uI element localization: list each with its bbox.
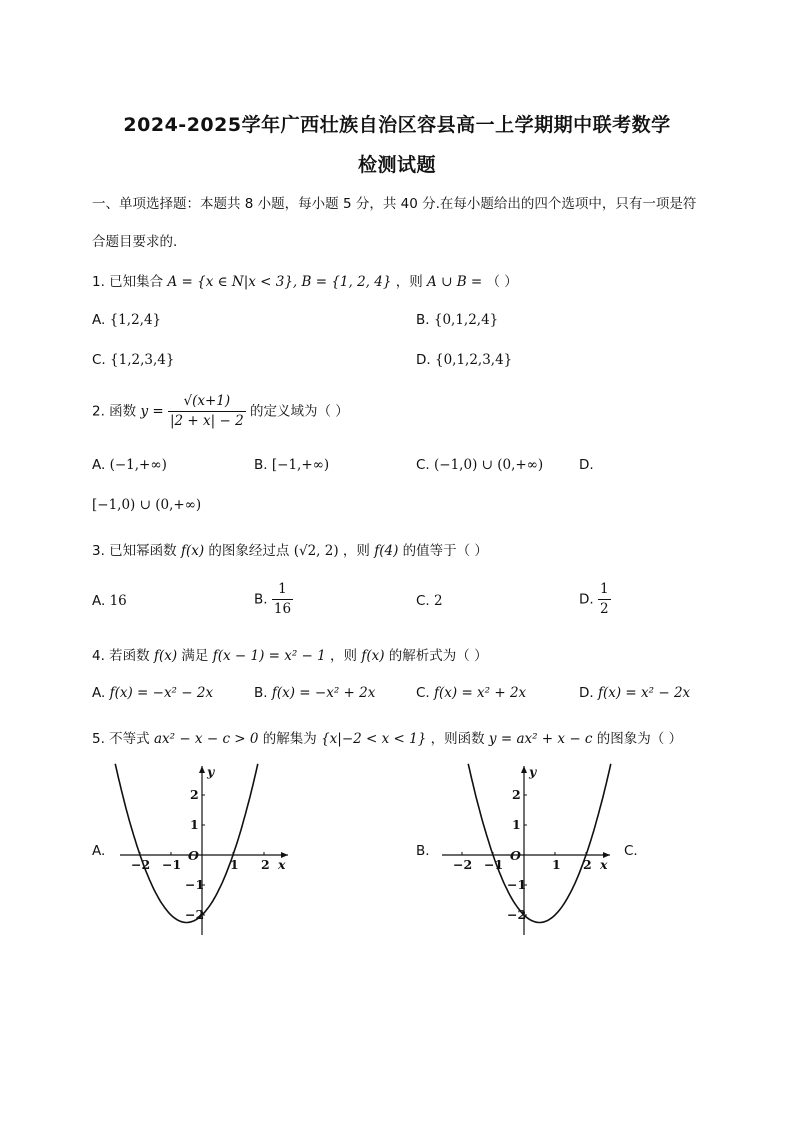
x-tick-label: 2	[583, 857, 592, 872]
x-tick-label: −1	[162, 857, 182, 872]
option-fraction	[272, 580, 293, 619]
option-text: f(x) = x² − 2x	[597, 685, 691, 701]
option-text: {0,1,2,3,4}	[434, 352, 513, 368]
q5-option-c-label[interactable]: C.	[624, 843, 638, 859]
q1-prefix: 1. 已知集合	[92, 274, 164, 290]
exam-title: 2024-2025学年广西壮族自治区容县高一上学期期中联考数学	[123, 114, 671, 136]
x-tick-label: −1	[484, 857, 504, 872]
q4-post: 的解析式为（ ）	[388, 648, 488, 664]
q3-option-a[interactable]	[92, 593, 127, 609]
q4-option-b[interactable]	[254, 685, 375, 701]
option-label: D.	[579, 685, 594, 701]
q3-post: 的值等于（ ）	[402, 543, 488, 559]
q5-graph-b	[432, 760, 622, 940]
q1-option-c[interactable]	[92, 352, 174, 368]
section-instructions: 一、单项选择题：本题共 8 小题，每小题 5 分，共 40 分.在每小题给出的四个选项中，只有一项是符	[92, 196, 697, 212]
y-tick-label: 2	[512, 787, 521, 802]
option-label: B.	[254, 685, 268, 701]
q3-f4: f(4)	[374, 543, 399, 559]
origin-label: O	[188, 848, 199, 863]
q4-option-d[interactable]	[579, 685, 690, 701]
q3-point: (√2, 2)	[293, 543, 339, 559]
option-fraction	[598, 580, 611, 619]
option-text: (−1,0) ∪ (0,+∞)	[434, 457, 544, 473]
y-axis-label: y	[529, 764, 537, 779]
q3-mid: 的图象经过点	[208, 543, 290, 559]
option-label: C.	[416, 593, 430, 609]
q4-mid: 满足	[181, 648, 209, 664]
option-label: A.	[92, 685, 106, 701]
q5-mid2: ，则函数	[430, 731, 485, 747]
option-label: B.	[416, 312, 430, 328]
q2-option-b[interactable]	[254, 457, 329, 473]
option-label: C.	[92, 352, 106, 368]
q5-option-a-label[interactable]: A.	[92, 843, 106, 859]
q2-option-d-text[interactable]	[92, 497, 201, 513]
option-text: f(x) = x² + 2x	[434, 685, 527, 701]
q4-fx: f(x)	[153, 648, 178, 664]
q1-sets: A = {x ∈ N|x < 3}, B = {1, 2, 4}	[167, 274, 392, 290]
question-1-stem	[92, 270, 518, 290]
y-tick-label: 1	[512, 817, 521, 832]
x-axis-label: x	[278, 857, 286, 872]
option-label: D.	[416, 352, 431, 368]
option-label: A.	[92, 312, 106, 328]
q4-prefix: 4. 若函数	[92, 648, 150, 664]
q2-denominator: |2 + x| − 2	[170, 413, 244, 429]
question-5-stem	[92, 727, 682, 747]
origin-label: O	[510, 848, 521, 863]
option-label: A.	[92, 457, 106, 473]
y-tick-label: −2	[185, 907, 205, 922]
q4-option-c[interactable]	[416, 685, 526, 701]
q5-option-b-label[interactable]: B.	[416, 843, 430, 859]
option-label: D.	[579, 591, 594, 608]
option-text: [−1,+∞)	[271, 457, 330, 473]
q2-numerator: √(x+1)	[168, 392, 246, 412]
option-label: B.	[254, 591, 268, 608]
q5-solution: {x|−2 < x < 1}	[321, 731, 427, 747]
q3-option-d[interactable]	[579, 580, 611, 619]
question-4-stem	[92, 644, 488, 664]
option-text: f(x) = −x² − 2x	[109, 685, 214, 701]
y-tick-label: −1	[185, 877, 205, 892]
y-axis-label: y	[207, 764, 215, 779]
fraction-denominator: 2	[599, 601, 609, 617]
q2-post: 的定义域为（ ）	[249, 403, 349, 420]
exam-subtitle: 检测试题	[357, 154, 436, 176]
option-text: {0,1,2,4}	[433, 312, 499, 328]
q5-inequality: ax² − x − c > 0	[153, 731, 259, 747]
option-text: f(x) = −x² + 2x	[271, 685, 376, 701]
parabola-curve	[468, 764, 611, 923]
q4-option-a[interactable]	[92, 685, 213, 701]
q1-option-d[interactable]	[416, 352, 512, 368]
option-text: [−1,0) ∪ (0,+∞)	[92, 497, 202, 513]
q3-option-b[interactable]	[254, 580, 293, 619]
option-label: C.	[416, 457, 430, 473]
q1-option-a[interactable]	[92, 312, 161, 328]
option-text: 2	[434, 593, 443, 609]
option-text: {1,2,4}	[109, 312, 162, 328]
q2-option-c[interactable]	[416, 457, 543, 473]
q2-option-d-label[interactable]: D.	[579, 457, 594, 473]
q4-mid2: ，则	[330, 648, 358, 664]
section-instructions-cont: 合题目要求的.	[92, 234, 178, 250]
q3-fx: f(x)	[180, 543, 205, 559]
q2-fn: y =	[140, 403, 164, 420]
q1-union: A ∪ B =	[427, 274, 483, 290]
fraction-numerator: 1	[272, 580, 293, 600]
q3-option-c[interactable]	[416, 593, 443, 609]
fraction-denominator: 16	[273, 601, 292, 617]
option-label: C.	[416, 685, 430, 701]
question-3-stem	[92, 539, 488, 559]
x-tick-label: 2	[261, 857, 270, 872]
y-tick-label: −2	[507, 907, 527, 922]
option-text: (−1,+∞)	[109, 457, 167, 473]
parabola-curve	[115, 764, 258, 923]
q4-condition: f(x − 1) = x² − 1	[212, 648, 326, 664]
q3-mid2: ，则	[342, 543, 370, 559]
y-axis-arrow	[199, 766, 205, 773]
x-tick-label: −2	[131, 857, 151, 872]
q1-paren: （ ）	[486, 274, 518, 290]
x-axis-label: x	[600, 857, 608, 872]
y-tick-label: −1	[507, 877, 527, 892]
option-label: A.	[92, 593, 106, 609]
x-tick-label: 1	[230, 857, 239, 872]
option-text: {1,2,3,4}	[110, 352, 175, 368]
q2-fraction	[168, 392, 246, 431]
x-tick-label: 1	[552, 857, 561, 872]
q5-fn: y = ax² + x − c	[488, 731, 593, 747]
q1-mid: ，则	[395, 274, 423, 290]
fraction-numerator: 1	[598, 580, 611, 600]
option-text: 16	[109, 593, 127, 609]
q2-prefix: 2. 函数	[92, 403, 137, 420]
option-label: B.	[254, 457, 268, 473]
q2-option-a[interactable]	[92, 457, 167, 473]
q1-option-b[interactable]	[416, 312, 498, 328]
y-tick-label: 2	[190, 787, 199, 802]
q5-post: 的图象为（ ）	[596, 731, 683, 747]
x-tick-label: −2	[453, 857, 473, 872]
q3-prefix: 3. 已知幂函数	[92, 543, 177, 559]
q5-mid: 的解集为	[262, 731, 317, 747]
y-axis-arrow	[521, 766, 527, 773]
y-tick-label: 1	[190, 817, 199, 832]
question-2-stem	[92, 392, 349, 431]
q5-prefix: 5. 不等式	[92, 731, 150, 747]
q4-fx2: f(x)	[361, 648, 385, 664]
q5-graph-a	[110, 760, 300, 940]
